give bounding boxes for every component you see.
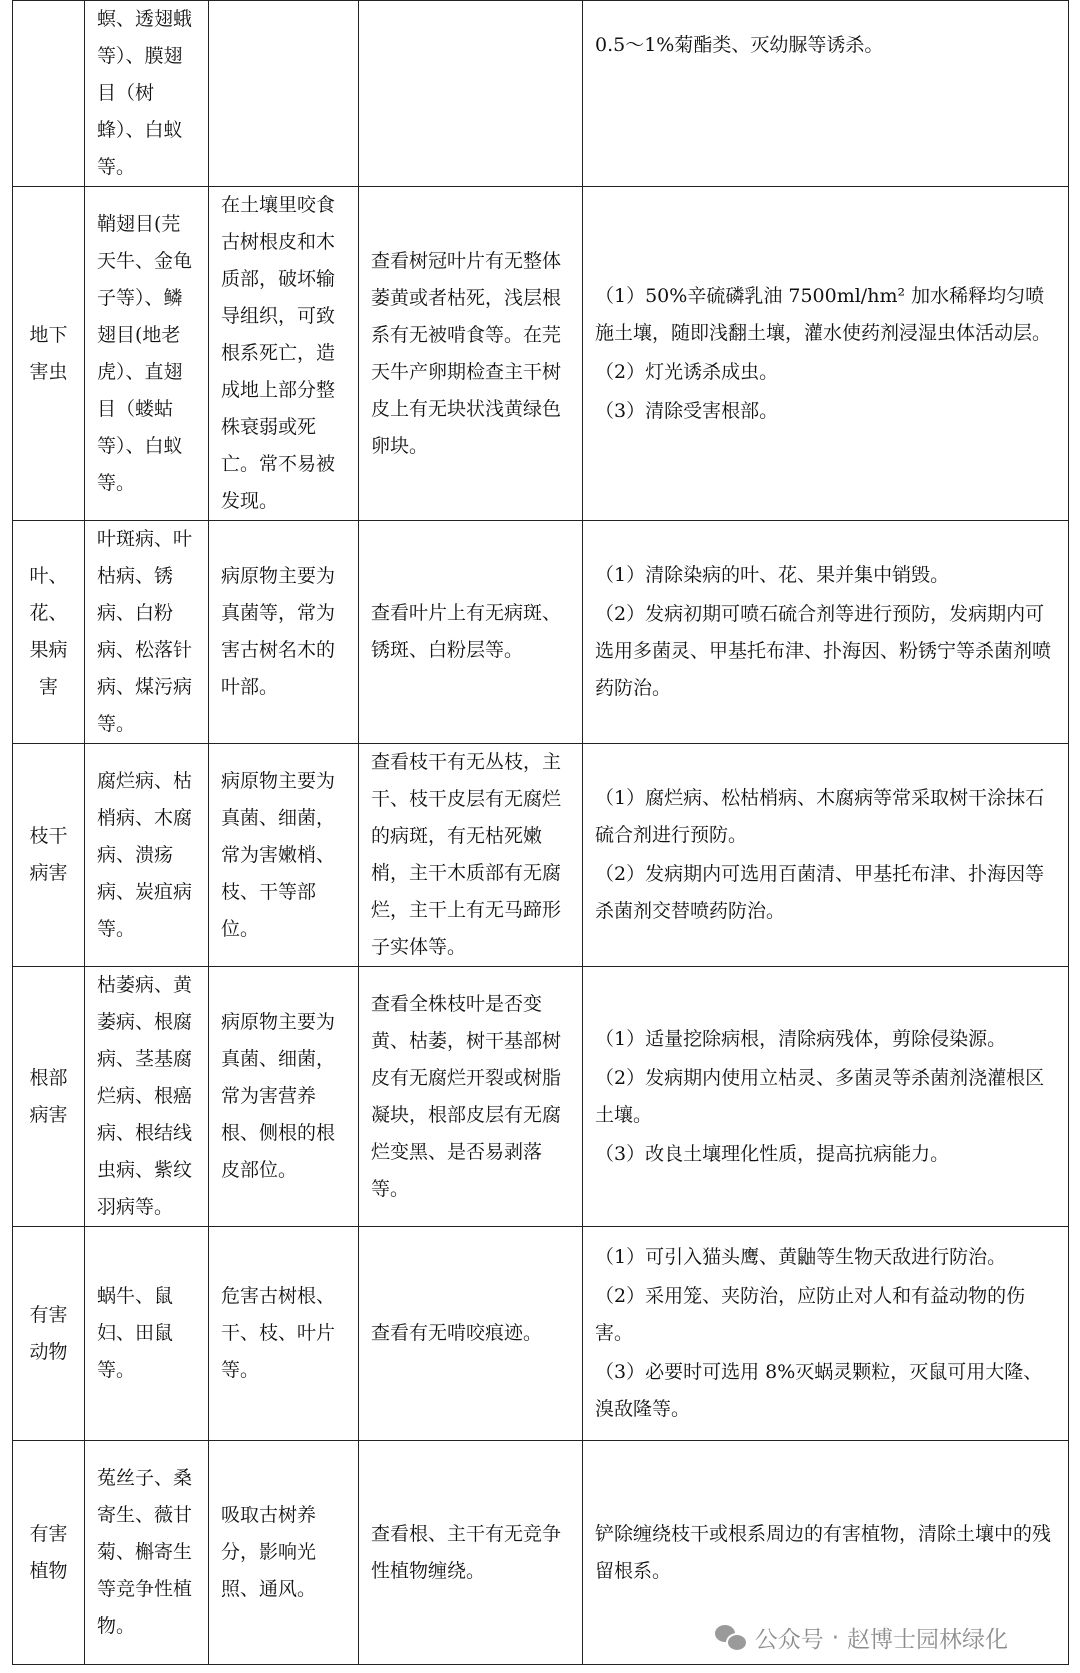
species-cell: 菟丝子、桑寄生、薇甘菊、槲寄生等竞争性植物。: [85, 1441, 209, 1665]
pest-control-table: [12, 0, 1069, 1665]
measure-item: （2）采用笼、夹防治，应防止对人和有益动物的伤害。: [595, 1285, 1026, 1344]
measure-item: （2）灯光诱杀成虫。: [595, 360, 779, 383]
category-cell: 地下害虫: [13, 187, 85, 521]
inspection-cell: [359, 1, 583, 187]
measure-item: （1）可引入猫头鹰、黄鼬等生物天敌进行防治。: [595, 1246, 1007, 1268]
measures-cell: [583, 744, 1069, 967]
table-row: [13, 1227, 1069, 1441]
harm-cell: 在土壤里咬食古树根皮和木质部，破坏输导组织，可致根系死亡，造成地上部分整株衰弱或死亡。常不易被发现。: [209, 187, 359, 521]
category-cell: 有害植物: [13, 1441, 85, 1665]
table-row: [13, 1, 1069, 187]
category-cell: [13, 1, 85, 187]
wechat-icon: [715, 1625, 745, 1651]
table-row: [13, 967, 1069, 1227]
inspection-cell: 查看枝干有无丛枝，主干、枝干皮层有无腐烂的病斑，有无枯死嫩梢，主干木质部有无腐烂，主干上有无马蹄形子实体等。: [359, 744, 583, 967]
inspection-cell: 查看树冠叶片有无整体萎黄或者枯死，浅层根系有无被啃食等。在芫天牛产卵期检查主干树皮上有无块状浅黄绿色卵块。: [359, 187, 583, 521]
harm-cell: 病原物主要为真菌、细菌，常为害嫩梢、枝、干等部位。: [209, 744, 359, 967]
measures-cell: [583, 521, 1069, 744]
inspection-cell: 查看叶片上有无病斑、锈斑、白粉层等。: [359, 521, 583, 744]
table-row: [13, 744, 1069, 967]
measures-cell: [583, 187, 1069, 521]
watermark-platform: 公众号: [754, 1627, 824, 1653]
measure-item: （2）发病期内使用立枯灵、多菌灵等杀菌剂浇灌根区土壤。: [595, 1066, 1045, 1126]
measure-item: 铲除缠绕枝干或根系周边的有害植物，清除土壤中的残留根系。: [595, 1522, 1052, 1582]
table-row: [13, 521, 1069, 744]
category-cell: 枝干病害: [13, 744, 85, 967]
inspection-cell: 查看根、主干有无竞争性植物缠绕。: [359, 1441, 583, 1665]
measure-item: （2）发病初期可喷石硫合剂等进行预防，发病期内可选用多菌灵、甲基托布津、扑海因、粉锈宁等杀菌剂喷药防治。: [595, 603, 1052, 699]
table-row: [13, 187, 1069, 521]
measure-item: （1）50%辛硫磷乳油 7500ml/hm² 加水稀释均匀喷施土壤，随即浅翻土壤，灌水使药剂浸湿虫体活动层。: [595, 284, 1052, 344]
species-cell: 蜗牛、鼠妇、田鼠等。: [85, 1227, 209, 1441]
inspection-cell: 查看有无啃咬痕迹。: [359, 1227, 583, 1441]
measures-cell: [583, 967, 1069, 1227]
species-cell: 螟、透翅蛾等）、膜翅目（树蜂）、白蚁等。: [85, 1, 209, 187]
measure-item: （2）发病期内可选用百菌清、甲基托布津、扑海因等杀菌剂交替喷药防治。: [595, 863, 1045, 922]
harm-cell: 吸取古树养分，影响光照、通风。: [209, 1441, 359, 1665]
wechat-watermark: [715, 1621, 1008, 1654]
measure-item: 0.5～1%菊酯类、灭幼脲等诱杀。: [595, 34, 884, 56]
category-cell: 有害动物: [13, 1227, 85, 1441]
category-cell: 根部病害: [13, 967, 85, 1227]
measures-cell: [583, 1, 1069, 187]
measure-item: （3）必要时可选用 8%灭蜗灵颗粒，灭鼠可用大隆、溴敌隆等。: [595, 1361, 1043, 1420]
measure-item: （3）清除受害根部。: [595, 399, 779, 422]
inspection-cell: 查看全株枝叶是否变黄、枯萎，树干基部树皮有无腐烂开裂或树脂凝块，根部皮层有无腐烂变黑、是否易剥落等。: [359, 967, 583, 1227]
measures-cell: [583, 1227, 1069, 1441]
measure-item: （1）清除染病的叶、花、果并集中销毁。: [595, 564, 950, 586]
harm-cell: 危害古树根、干、枝、叶片等。: [209, 1227, 359, 1441]
species-cell: 叶斑病、叶枯病、锈病、白粉病、松落针病、煤污病等。: [85, 521, 209, 744]
species-cell: 腐烂病、枯梢病、木腐病、溃疡病、炭疽病等。: [85, 744, 209, 967]
measure-item: （3）改良土壤理化性质，提高抗病能力。: [595, 1142, 950, 1165]
species-cell: 枯萎病、黄萎病、根腐病、茎基腐烂病、根癌病、根结线虫病、紫纹羽病等。: [85, 967, 209, 1227]
watermark-separator: ·: [831, 1624, 839, 1651]
watermark-account: 赵博士园林绿化: [847, 1627, 1008, 1653]
harm-cell: [209, 1, 359, 187]
harm-cell: 病原物主要为真菌、细菌，常为害营养根、侧根的根皮部位。: [209, 967, 359, 1227]
harm-cell: 病原物主要为真菌等，常为害古树名木的叶部。: [209, 521, 359, 744]
measure-item: （1）腐烂病、松枯梢病、木腐病等常采取树干涂抹石硫合剂进行预防。: [595, 787, 1045, 846]
measure-item: （1）适量挖除病根，清除病残体，剪除侵染源。: [595, 1027, 1007, 1050]
category-cell: 叶、花、果病害: [13, 521, 85, 744]
species-cell: 鞘翅目(芫天牛、金龟子等）、鳞翅目(地老虎）、直翅目（蝼蛄等）、白蚁等。: [85, 187, 209, 521]
